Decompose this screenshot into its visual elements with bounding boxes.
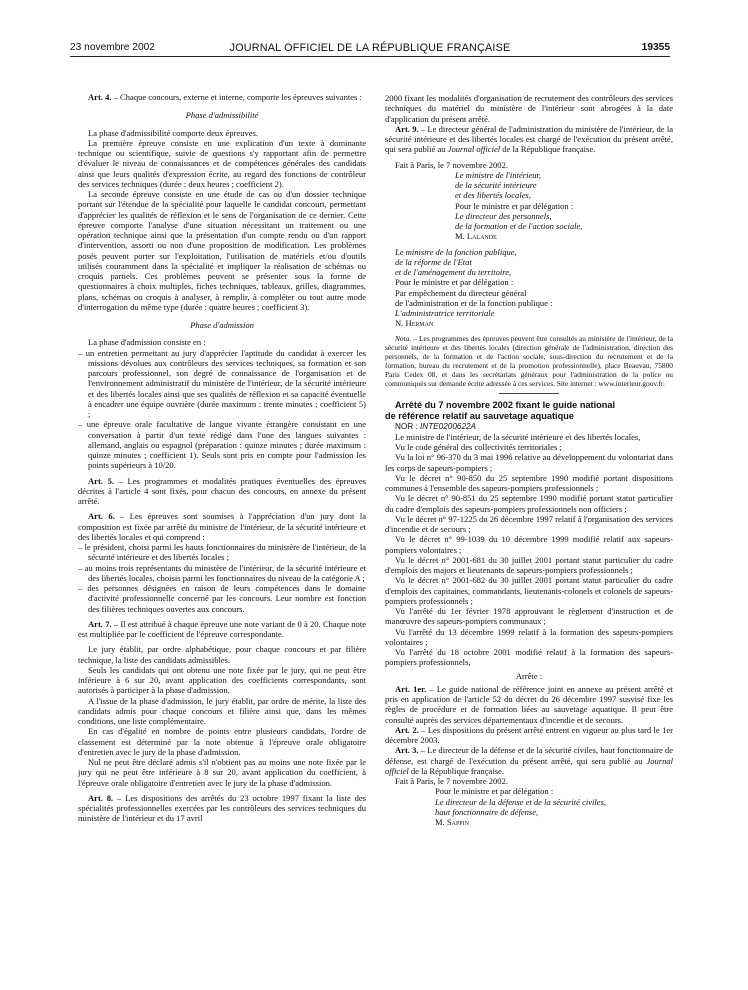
paragraph: Nul ne peut être déclaré admis s'il n'obtient pas au moins une note fixée par le jury qui ne peut être inférieure à 8 sur 20, avant application du coefficient, à l'épreuve orale obligatoire d'entretien avec le jury de la phase d'admission. <box>78 757 366 788</box>
decree-article-1: Art. 1er. – Le guide national de référence joint en annexe au présent arrêté et pris en application de l'article 52 du décret du 26 décembre 1997 susvisé fixe les règles de procédure et de formation liées au sauvetage aquatique. Il peut être consulté auprès des services départementaux d'incendie et de secours. <box>385 683 673 725</box>
paragraph: Le jury établit, par ordre alphabétique, pour chaque concours et par filière technique, la liste des candidats admissibles. <box>78 644 366 665</box>
paragraph: En cas d'égalité en nombre de points entre plusieurs candidats, l'ordre de classement est déterminé par la note obtenue à l'épreuve orale obligatoire d'entretien avec le jury de la phase d'admission. <box>78 726 366 757</box>
visa: Vu la loi n° 96-370 du 3 mai 1996 relative au développement du volontariat dans les corps de sapeurs-pompiers ; <box>385 452 673 473</box>
paragraph: Seuls les candidats qui ont obtenu une note fixée par le jury, qui ne peut être inférieure à 6 sur 20, avant application des coefficients correspondants, sont autorisés à participer à la phase d'admission. <box>78 664 366 696</box>
decree-title: Arrêté du 7 novembre 2002 fixant le guide national de référence relatif au sauvetage aquatique <box>385 399 616 421</box>
left-column <box>78 92 366 824</box>
list-item: – une épreuve orale facultative de langue vivante étrangère consistant en une conversation à partir d'un texte rédigé dans l'une des langues suivantes : allemand, anglais ou espagnol (préparation : quinze minutes ; durée maximum : quinze minutes ; coefficient 1). Seuls sont pris en compte pour l'admission les points supérieurs à 10/20. <box>78 419 366 470</box>
signatory-name: M. Sappin <box>435 817 469 827</box>
paragraph: La seconde épreuve consiste en une étude de cas ou d'un dossier technique portant sur l'étendue de la spécialité pour laquelle le candidat concourt, permettant d'apprécier les qualités de réflexion et le sens de l'organisation de ce dernier. Cette épreuve comporte l'analyse d'une situation nécessitant un traitement ou une opération technique ainsi que la présentation d'un compte rendu ou d'un rapport d'intervention, assorti ou non d'une proposition de modification. Les problèmes posés peuvent porter sur l'exploitation, l'utilisation de matériels et/ou d'outils utilisés couramment dans la spécialité et impliquer la réalisation de schémas ou croquis partiels. Ces problèmes peuvent se présenter sous la forme de questionnaires à choix multiples, fiches techniques, tableaux, grilles, diagrammes, plans, schémas ou croquis à analyser, à remplir, à compléter ou tout autre mode d'interrogation du même type (durée : quatre heures ; coefficient 3). <box>78 189 366 312</box>
page-number: 19355 <box>641 42 670 53</box>
paragraph: La phase d'admission consiste en : <box>88 337 206 348</box>
date-line: Fait à Paris, le 7 novembre 2002. <box>395 776 508 786</box>
paragraph: A l'issue de la phase d'admission, le jury établit, par ordre de mérite, la liste des candidats admis pour chaque concours et filière ainsi que, dans les mêmes conditions, une liste complémentaire. <box>78 695 366 726</box>
jury-list <box>78 542 366 614</box>
section-heading-admissibilite: Phase d'admissibilité <box>185 110 259 121</box>
decree-article-3: Art. 3. – Le directeur de la défense et de la sécurité civiles, haut fonctionnaire de défense, est chargé de l'exécution du présent arrêté, qui sera publié au Journal officiel de la République française. <box>385 745 673 776</box>
article-4: Art. 4. – Chaque concours, externe et interne, comporte les épreuves suivantes : <box>88 92 362 102</box>
list-item: – au moins trois représentants du ministère de l'intérieur, de la sécurité intérieure et des libertés locales, choisis parmi les fonctionnaires du niveau de la catégorie A ; <box>78 563 366 584</box>
visa: Vu l'arrêté du 18 octobre 2001 modifié relatif à la formation des sapeurs-pompiers professionnels, <box>385 647 673 668</box>
nota-note: Nota. – Les programmes des épreuves peuvent être consultés au ministère de l'intérieur, de la sécurité intérieure et des libertés locales (direction générale de l'administration, direction des personnels, de la formation et de l'action sociale, sous-direction du recrutement et de la formation, bureau du recrutement et de la promotion professionnelle), place Beauvau, 75800 Paris Cedex 08, et dans les secrétariats généraux pour l'administration de la police ou communiqués sur demande écrite adressée à ces services. Site internet : www.interieur.gouv.fr. <box>385 333 673 388</box>
list-item: – le président, choisi parmi les hauts fonctionnaires du ministère de l'intérieur, de la sécurité intérieure et des libertés locales ; <box>78 542 366 563</box>
header-rule <box>70 56 670 57</box>
journal-title: JOURNAL OFFICIEL DE LA RÉPUBLIQUE FRANÇAISE <box>229 42 511 54</box>
paragraph: La phase d'admissibilité comporte deux épreuves. <box>88 127 259 138</box>
section-divider <box>499 393 559 394</box>
visa: Vu le décret n° 2001-682 du 30 juillet 2001 portant statut particulier du cadre d'emplois des capitaines, commandants, lieutenants-colonels et colonels de sapeurs-pompiers professionnels ; <box>385 575 673 606</box>
article-6: Art. 6. – Les épreuves sont soumises à l'appréciation d'un jury dont la composition est fixée par arrêté du ministre de l'intérieur, de la sécurité intérieure et des libertés locales et qui comprend : <box>78 511 366 542</box>
visa: Vu le décret n° 90-850 du 25 septembre 1990 modifié portant dispositions communes à l'ensemble des sapeurs-pompiers professionnels ; <box>385 472 673 493</box>
signatory-name: N. Herman <box>395 318 434 329</box>
list-item: – des personnes désignées en raison de leurs compétences dans le domaine d'activité professionnelle concerné par les concours. Leur nombre est fonction des filières techniques ouvertes aux concours. <box>78 583 366 614</box>
decree-intro: Le ministre de l'intérieur, de la sécurité intérieure et des libertés locales, <box>395 431 641 442</box>
paragraph: La première épreuve consiste en une explication d'un texte à dominante technique ou scientifique, suivie de questions s'y rapportant afin de permettre d'évaluer le niveau de connaissances et de compétences générales des candidats ainsi que leurs qualités d'expression écrite, au regard des fonctions de contrôleur des services techniques (durée : deux heures ; coefficient 2). <box>78 137 366 189</box>
article-5: Art. 5. – Les programmes et modalités pratiques éventuelles des épreuves décrites à l'article 4 sont fixés, pour chacun des concours, en annexe du présent arrêté. <box>78 475 366 506</box>
signature-block-interieur: Le ministre de l'intérieur, de la sécurité intérieure et des libertés locales, Pour le ministre et par délégation : Le directeur des personnels, de la formation et de l'action sociale, M. Lalande <box>445 170 665 242</box>
article-8: Art. 8. – Les dispositions des arrêtés du 23 octobre 1997 fixant la liste des spécialités professionnelles exercées par les contrôleurs des services techniques du ministère de l'intérieur et du 17 avril <box>78 792 366 824</box>
list-item: – un entretien permettant au jury d'apprécier l'aptitude du candidat à exercer les missions dévolues aux contrôleurs des services techniques, sa formation et son parcours professionnel, son degré de connaissance de l'organisation et de l'environnement administratif du ministère de l'intérieur, de la sécurité intérieure et des libertés locales ainsi que ses qualités de réflexion et sa capacité éventuelle à encadrer une équipe ouvrière (durée maximum : trente minutes ; coefficient 5) ; <box>78 348 366 420</box>
nor-reference: NOR : INTE0200622A <box>395 421 477 431</box>
arrete-heading: Arrête : <box>515 670 543 681</box>
admission-list <box>78 348 366 471</box>
visa: Vu le code général des collectivités territoriales ; <box>395 442 562 452</box>
right-column <box>385 93 673 827</box>
visa: Vu le décret n° 2001-681 du 30 juillet 2001 portant statut particulier du cadre d'emplois des majors et lieutenants de sapeurs-pompiers professionnels ; <box>385 554 673 575</box>
visa: Vu le décret n° 90-851 du 25 septembre 1990 modifié portant statut particulier du cadre d'emplois des sapeurs-pompiers professionnels non officiers ; <box>385 493 673 514</box>
date-line: Fait à Paris, le 7 novembre 2002. <box>395 159 508 170</box>
header-date: 23 novembre 2002 <box>70 42 155 53</box>
article-7: Art. 7. – Il est attribué à chaque épreuve une note variant de 0 à 20. Chaque note est multipliée par le coefficient de l'épreuve correspondante. <box>78 618 367 639</box>
page-header <box>70 42 670 56</box>
visa: Vu le décret n° 99-1039 du 10 décembre 1999 modifié relatif aux sapeurs-pompiers volontaires ; <box>385 534 673 555</box>
section-heading-admission: Phase d'admission <box>190 320 254 330</box>
visa: Vu l'arrêté du 13 décembre 1999 relatif à la formation des sapeurs-pompiers volontaires ; <box>385 626 673 647</box>
signature-block-fonction-publique: Le ministre de la fonction publique, de la réforme de l'Etat et de l'aménagement du territoire, Pour le ministre et par délégation : Par empêchement du directeur général de l'administration et de la fonction publique : L'administratrice territoriale N. Herman <box>385 247 605 329</box>
decree-article-2: Art. 2. – Les dispositions du présent arrêté entrent en vigueur au plus tard le 1er décembre 2003. <box>385 724 674 745</box>
visa: Vu l'arrêté du 1er février 1978 approuvant le règlement d'instruction et de manœuvre des sapeurs-pompiers communaux ; <box>385 606 673 627</box>
article-9: Art. 9. – Le directeur général de l'administration du ministère de l'intérieur, de la sécurité intérieure et des libertés locales est chargé de l'exécution du présent arrêté, qui sera publié au Journal officiel de la République française. <box>385 123 673 155</box>
article-8-continued: 2000 fixant les modalités d'organisation de recrutement des contrôleurs des services techniques du matériel du ministère de l'intérieur sont abrogées à la date d'application du présent arrêté. <box>385 93 673 124</box>
visa: Vu le décret n° 97-1225 du 26 décembre 1997 relatif à l'organisation des services d'incendie et de secours ; <box>385 513 673 534</box>
signatory-name: M. Lalande <box>455 231 497 242</box>
signature-block-securite-civile: Pour le ministre et par délégation : Le directeur de la défense et de la sécurité civiles, haut fonctionnaire de défense, M. Sappin <box>425 786 675 827</box>
